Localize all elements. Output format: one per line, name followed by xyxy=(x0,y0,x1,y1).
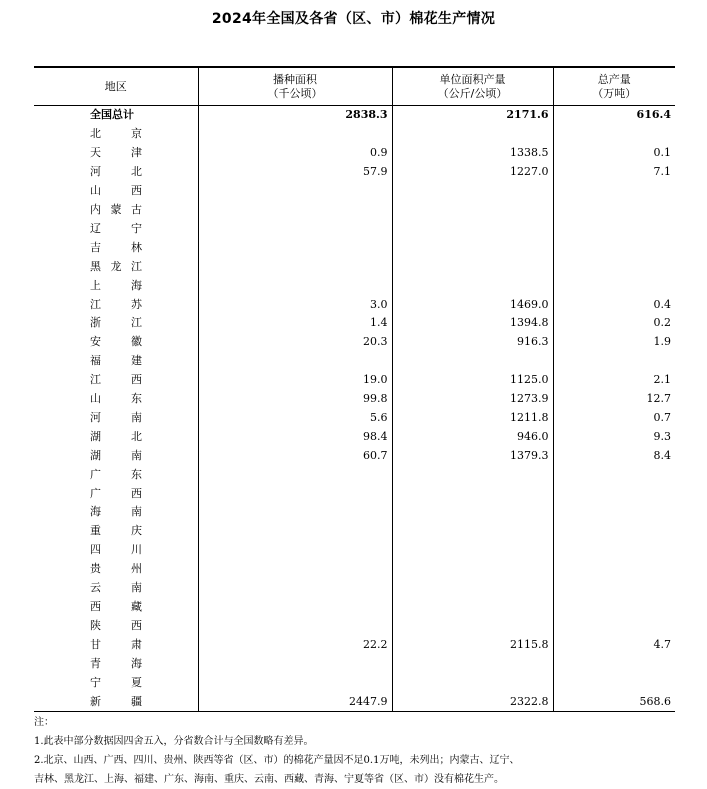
cell-total: 0.1 xyxy=(553,144,675,163)
cell-yield xyxy=(392,560,553,579)
table-row xyxy=(34,333,675,352)
cell-total: 0.7 xyxy=(553,409,675,428)
cell-yield: 2171.6 xyxy=(392,106,553,125)
header-region-label: 地区 xyxy=(104,79,127,93)
table-row-total xyxy=(34,106,675,125)
cell-total xyxy=(553,560,675,579)
header-area-unit: （千公顷） xyxy=(267,86,323,100)
region-name: 贵州 xyxy=(90,562,142,576)
footnote-2-continued: 吉林、黑龙江、上海、福建、广东、海南、重庆、云南、西藏、青海、宁夏等省（区、市）没有棉花生产。 xyxy=(34,774,504,785)
cell-yield xyxy=(392,598,553,617)
cell-region xyxy=(34,446,198,465)
cell-total: 0.2 xyxy=(553,314,675,333)
cell-yield: 1227.0 xyxy=(392,163,553,182)
cell-area xyxy=(198,541,392,560)
cell-total: 12.7 xyxy=(553,390,675,409)
header-yield xyxy=(392,67,553,106)
cell-total xyxy=(553,522,675,541)
cell-region xyxy=(34,201,198,220)
cell-area xyxy=(198,276,392,295)
region-name: 北京 xyxy=(90,127,142,141)
cell-total xyxy=(553,654,675,673)
cell-total xyxy=(553,673,675,692)
cell-region xyxy=(34,560,198,579)
cell-total xyxy=(553,352,675,371)
table-row xyxy=(34,446,675,465)
cell-area xyxy=(198,616,392,635)
cell-yield xyxy=(392,238,553,257)
cell-total xyxy=(553,219,675,238)
cell-total: 2.1 xyxy=(553,371,675,390)
table-row xyxy=(34,522,675,541)
cell-area: 2838.3 xyxy=(198,106,392,125)
region-name: 海南 xyxy=(90,505,142,519)
cell-region xyxy=(34,503,198,522)
cell-total xyxy=(553,503,675,522)
cell-yield xyxy=(392,201,553,220)
cell-yield: 1379.3 xyxy=(392,446,553,465)
cell-total xyxy=(553,598,675,617)
cell-total: 7.1 xyxy=(553,163,675,182)
region-name: 广西 xyxy=(90,486,142,500)
table-row xyxy=(34,692,675,711)
cell-region xyxy=(34,125,198,144)
cell-yield: 2115.8 xyxy=(392,635,553,654)
region-name: 山东 xyxy=(90,392,142,406)
cell-total xyxy=(553,616,675,635)
cell-total: 616.4 xyxy=(553,106,675,125)
cell-total xyxy=(553,579,675,598)
cell-region xyxy=(34,314,198,333)
cell-yield xyxy=(392,654,553,673)
cell-region xyxy=(34,257,198,276)
header-total xyxy=(553,67,675,106)
region-name: 黑龙江 xyxy=(90,259,142,273)
region-name: 重庆 xyxy=(90,524,142,538)
cell-area xyxy=(198,352,392,371)
region-name: 上海 xyxy=(90,278,142,292)
cell-yield: 1273.9 xyxy=(392,390,553,409)
cell-region xyxy=(34,409,198,428)
cell-total xyxy=(553,484,675,503)
cell-region xyxy=(34,541,198,560)
region-name: 河北 xyxy=(90,165,142,179)
table-row xyxy=(34,598,675,617)
table-row xyxy=(34,654,675,673)
region-name: 湖南 xyxy=(90,448,142,462)
table-row xyxy=(34,314,675,333)
cell-area: 22.2 xyxy=(198,635,392,654)
cell-total xyxy=(553,465,675,484)
region-name: 江苏 xyxy=(90,297,142,311)
header-total-label: 总产量 xyxy=(597,72,631,86)
cell-area xyxy=(198,560,392,579)
cell-total xyxy=(553,541,675,560)
cell-total: 1.9 xyxy=(553,333,675,352)
cell-area xyxy=(198,522,392,541)
cell-region xyxy=(34,276,198,295)
cell-region xyxy=(34,673,198,692)
cell-yield xyxy=(392,541,553,560)
table-row xyxy=(34,295,675,314)
cell-region xyxy=(34,616,198,635)
region-name: 宁夏 xyxy=(90,675,142,689)
cotton-production-table xyxy=(34,66,675,712)
cell-region xyxy=(34,654,198,673)
cell-area xyxy=(198,503,392,522)
footnote-heading: 注： xyxy=(34,717,54,728)
header-yield-unit: （公斤/公顷） xyxy=(437,86,508,100)
cell-yield xyxy=(392,257,553,276)
cell-yield: 2322.8 xyxy=(392,692,553,711)
table-row xyxy=(34,503,675,522)
cell-region xyxy=(34,219,198,238)
cell-region xyxy=(34,427,198,446)
cell-region xyxy=(34,390,198,409)
cell-region xyxy=(34,465,198,484)
table-row xyxy=(34,541,675,560)
table-row xyxy=(34,238,675,257)
cell-area xyxy=(198,673,392,692)
cell-yield xyxy=(392,522,553,541)
cell-area: 5.6 xyxy=(198,409,392,428)
table-row xyxy=(34,219,675,238)
header-area-label: 播种面积 xyxy=(273,72,317,86)
region-name: 内蒙古 xyxy=(90,202,142,216)
table-row xyxy=(34,673,675,692)
region-name: 福建 xyxy=(90,354,142,368)
cell-region xyxy=(34,484,198,503)
region-name: 河南 xyxy=(90,410,142,424)
region-name: 四川 xyxy=(90,543,142,557)
cell-yield xyxy=(392,219,553,238)
cell-yield xyxy=(392,673,553,692)
region-name: 新疆 xyxy=(90,694,142,708)
cell-region xyxy=(34,163,198,182)
cell-region xyxy=(34,352,198,371)
cell-area: 0.9 xyxy=(198,144,392,163)
cell-area xyxy=(198,598,392,617)
region-name: 天津 xyxy=(90,146,142,160)
cell-area xyxy=(198,182,392,201)
table-row xyxy=(34,371,675,390)
cell-area: 20.3 xyxy=(198,333,392,352)
cell-yield xyxy=(392,484,553,503)
region-name: 山西 xyxy=(90,184,142,198)
cell-region xyxy=(34,522,198,541)
region-name: 全国总计 xyxy=(90,108,134,122)
cell-yield xyxy=(392,503,553,522)
cell-region xyxy=(34,579,198,598)
table-row xyxy=(34,484,675,503)
cell-yield xyxy=(392,276,553,295)
cell-yield xyxy=(392,579,553,598)
region-name: 西藏 xyxy=(90,600,142,614)
cell-total: 9.3 xyxy=(553,427,675,446)
region-name: 湖北 xyxy=(90,429,142,443)
header-region xyxy=(34,67,198,106)
cell-yield: 946.0 xyxy=(392,427,553,446)
cell-yield xyxy=(392,182,553,201)
cell-area xyxy=(198,219,392,238)
cell-yield: 1338.5 xyxy=(392,144,553,163)
table-header-row xyxy=(34,67,675,106)
cell-region xyxy=(34,106,198,125)
region-name: 青海 xyxy=(90,656,142,670)
table-row xyxy=(34,560,675,579)
table-row xyxy=(34,635,675,654)
cell-region xyxy=(34,371,198,390)
table-row xyxy=(34,276,675,295)
cell-area: 57.9 xyxy=(198,163,392,182)
cell-region xyxy=(34,692,198,711)
cell-area xyxy=(198,484,392,503)
table-row xyxy=(34,409,675,428)
cell-total xyxy=(553,182,675,201)
table-row xyxy=(34,163,675,182)
cell-yield xyxy=(392,465,553,484)
cell-area: 3.0 xyxy=(198,295,392,314)
cell-yield: 1211.8 xyxy=(392,409,553,428)
region-name: 广东 xyxy=(90,467,142,481)
region-name: 辽宁 xyxy=(90,221,142,235)
cell-area: 99.8 xyxy=(198,390,392,409)
cell-area: 1.4 xyxy=(198,314,392,333)
cell-total: 8.4 xyxy=(553,446,675,465)
cell-region xyxy=(34,635,198,654)
cell-area xyxy=(198,465,392,484)
cell-total xyxy=(553,238,675,257)
region-name: 江西 xyxy=(90,373,142,387)
region-name: 云南 xyxy=(90,581,142,595)
cell-area: 19.0 xyxy=(198,371,392,390)
cell-region xyxy=(34,238,198,257)
footnote-2: 2.北京、山西、广西、四川、贵州、陕西等省（区、市）的棉花产量因不足0.1万吨，未列出；内蒙古、辽宁、 xyxy=(34,755,520,766)
page-title: 2024年全国及各省（区、市）棉花生产情况 xyxy=(211,11,496,27)
cell-area: 98.4 xyxy=(198,427,392,446)
region-name: 陕西 xyxy=(90,618,142,632)
cell-total: 4.7 xyxy=(553,635,675,654)
footnotes xyxy=(34,713,694,789)
cell-region xyxy=(34,333,198,352)
region-name: 甘肃 xyxy=(90,637,142,651)
table-row xyxy=(34,352,675,371)
table-row xyxy=(34,616,675,635)
cell-region xyxy=(34,295,198,314)
cell-yield xyxy=(392,125,553,144)
cell-area: 60.7 xyxy=(198,446,392,465)
table-row xyxy=(34,144,675,163)
cell-total: 568.6 xyxy=(553,692,675,711)
cell-area xyxy=(198,257,392,276)
cell-total xyxy=(553,257,675,276)
cell-area xyxy=(198,654,392,673)
cell-yield: 1394.8 xyxy=(392,314,553,333)
cell-yield xyxy=(392,352,553,371)
cell-region xyxy=(34,144,198,163)
table-body xyxy=(34,106,675,712)
cell-total xyxy=(553,276,675,295)
table-row xyxy=(34,465,675,484)
cell-total: 0.4 xyxy=(553,295,675,314)
cell-total xyxy=(553,125,675,144)
region-name: 安徽 xyxy=(90,335,142,349)
table-row xyxy=(34,579,675,598)
cell-area xyxy=(198,201,392,220)
table-row xyxy=(34,125,675,144)
table-row xyxy=(34,182,675,201)
cell-area: 2447.9 xyxy=(198,692,392,711)
table-row xyxy=(34,427,675,446)
header-area xyxy=(198,67,392,106)
region-name: 浙江 xyxy=(90,316,142,330)
cell-yield xyxy=(392,616,553,635)
cell-area xyxy=(198,579,392,598)
table-row xyxy=(34,201,675,220)
cell-yield: 1469.0 xyxy=(392,295,553,314)
header-yield-label: 单位面积产量 xyxy=(439,72,506,86)
footnote-1: 1.此表中部分数据因四舍五入，分省数合计与全国数略有差异。 xyxy=(34,736,314,747)
table-row xyxy=(34,257,675,276)
cell-area xyxy=(198,238,392,257)
cell-yield: 1125.0 xyxy=(392,371,553,390)
cell-region xyxy=(34,598,198,617)
cell-total xyxy=(553,201,675,220)
region-name: 吉林 xyxy=(90,240,142,254)
cell-area xyxy=(198,125,392,144)
cell-region xyxy=(34,182,198,201)
cell-yield: 916.3 xyxy=(392,333,553,352)
header-total-unit: （万吨） xyxy=(592,86,637,100)
table-row xyxy=(34,390,675,409)
